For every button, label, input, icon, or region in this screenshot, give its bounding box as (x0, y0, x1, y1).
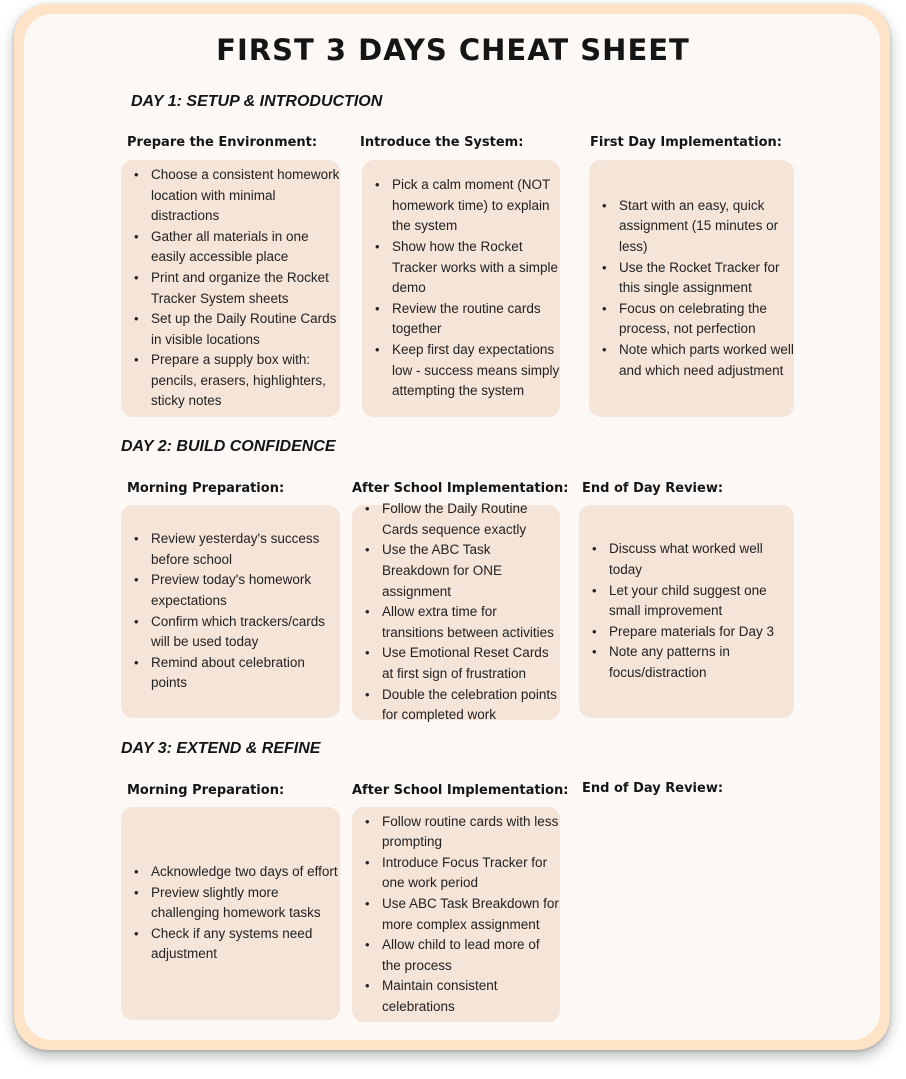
list-item: • Preview today's homework expectations (151, 570, 340, 611)
day-3-column-1-heading: Morning Preparation: (127, 783, 285, 798)
day-1-column-3-heading: First Day Implementation: (590, 135, 783, 150)
day-1-system-card (362, 160, 560, 417)
list-item: • Maintain consistent celebrations (382, 976, 560, 1017)
bullet-list (589, 196, 794, 381)
day-2-heading: DAY 2: BUILD CONFIDENCE (121, 438, 336, 455)
day-2-review-card (579, 505, 794, 718)
day-3-column-2-heading: After School Implementation: (352, 783, 569, 798)
day-3-morning-card (121, 807, 340, 1020)
bullet-list (121, 165, 340, 412)
list-item: • Keep first day expectations low - success means simply attempting the system (392, 340, 560, 402)
list-item: • Allow child to lead more of the process (382, 935, 560, 976)
day-2-morning-card (121, 505, 340, 718)
day-2-column-1-heading: Morning Preparation: (127, 481, 285, 496)
day-1-heading: DAY 1: SETUP & INTRODUCTION (131, 93, 383, 110)
day-3-column-3-heading: End of Day Review: (582, 781, 724, 796)
day-1-column-2-heading: Introduce the System: (360, 135, 524, 150)
list-item: • Show how the Rocket Tracker works with a simple demo (392, 237, 560, 299)
list-item: • Prepare materials for Day 3 (609, 622, 794, 643)
list-item: • Follow routine cards with less prompting (382, 812, 560, 853)
list-item: • Double the celebration points for completed work (382, 685, 560, 726)
list-item: • Note any patterns in focus/distraction (609, 642, 794, 683)
day-2-column-2-heading: After School Implementation: (352, 481, 569, 496)
list-item: • Review the routine cards together (392, 299, 560, 340)
day-2-column-3-heading: End of Day Review: (582, 481, 724, 496)
list-item: • Focus on celebrating the process, not perfection (619, 299, 794, 340)
bullet-list (121, 529, 340, 694)
list-item: • Use the Rocket Tracker for this single assignment (619, 258, 794, 299)
list-item: • Use Emotional Reset Cards at first sign of frustration (382, 643, 560, 684)
bullet-list (352, 812, 560, 1018)
day-1-implementation-card (589, 160, 794, 417)
day-2-after-school-card (352, 501, 560, 723)
list-item: • Use ABC Task Breakdown for more complex assignment (382, 894, 560, 935)
list-item: • Remind about celebration points (151, 653, 340, 694)
list-item: • Confirm which trackers/cards will be used today (151, 612, 340, 653)
day-3-after-school-card (352, 807, 560, 1022)
list-item: • Review yesterday's success before school (151, 529, 340, 570)
bullet-list (362, 175, 560, 402)
list-item: • Pick a calm moment (NOT homework time) to explain the system (392, 175, 560, 237)
list-item: • Preview slightly more challenging homework tasks (151, 883, 340, 924)
list-item: • Start with an easy, quick assignment (15 minutes or less) (619, 196, 794, 258)
day-1-column-1-heading: Prepare the Environment: (127, 135, 318, 150)
list-item: • Follow the Daily Routine Cards sequence exactly (382, 499, 560, 540)
page-title: FIRST 3 DAYS CHEAT SHEET (216, 33, 690, 67)
list-item: • Prepare a supply box with: pencils, erasers, highlighters, sticky notes (151, 350, 340, 412)
list-item: • Set up the Daily Routine Cards in visible locations (151, 309, 340, 350)
list-item: • Use the ABC Task Breakdown for ONE assignment (382, 540, 560, 602)
day-3-heading: DAY 3: EXTEND & REFINE (121, 740, 321, 757)
list-item: • Introduce Focus Tracker for one work period (382, 853, 560, 894)
bullet-list (121, 862, 340, 965)
bullet-list (352, 499, 560, 726)
list-item: • Check if any systems need adjustment (151, 924, 340, 965)
list-item: • Print and organize the Rocket Tracker System sheets (151, 268, 340, 309)
list-item: • Note which parts worked well and which need adjustment (619, 340, 794, 381)
day-1-environment-card (121, 160, 340, 417)
bullet-list (579, 539, 794, 683)
list-item: • Discuss what worked well today (609, 539, 794, 580)
list-item: • Allow extra time for transitions between activities (382, 602, 560, 643)
list-item: • Let your child suggest one small improvement (609, 581, 794, 622)
list-item: • Choose a consistent homework location with minimal distractions (151, 165, 340, 227)
list-item: • Gather all materials in one easily accessible place (151, 227, 340, 268)
list-item: • Acknowledge two days of effort (151, 862, 340, 883)
